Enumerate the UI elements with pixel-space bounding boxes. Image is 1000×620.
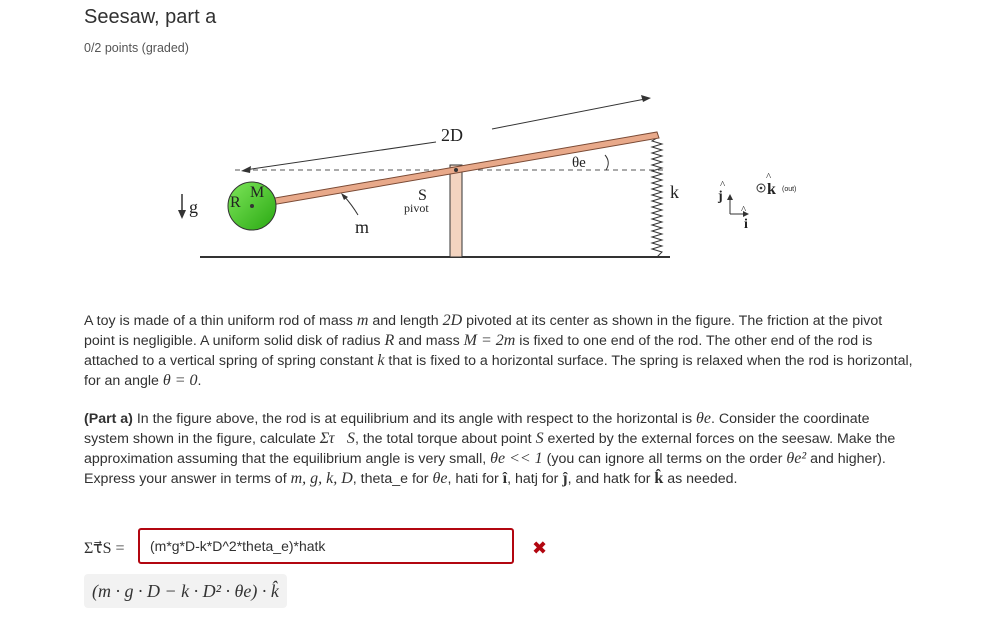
points-status: 0/2 points (graded)	[84, 41, 189, 55]
label-g: g	[189, 197, 198, 217]
incorrect-icon: ✖	[532, 538, 548, 559]
label-M: M	[250, 184, 265, 201]
pivot-post	[450, 165, 462, 257]
label-2D: 2D	[441, 125, 463, 145]
problem-description: A toy is made of a thin uniform rod of mass m and length 2D pivoted at its center as shown in the figure. The friction at the pivot point is negligible. A uniform solid disk of radius R and mass M = 2m is fixed to one end of the rod. The other end of the rod is attached to a vertical spring of spring constant k that is fixed to a horizontal surface. The spring is relaxed when the rod is horizontal, for an angle θ = 0.	[84, 312, 913, 389]
spring	[652, 138, 662, 257]
label-k-axis: k	[767, 181, 776, 198]
part-a-question: (Part a) In the figure above, the rod is at equilibrium and its angle with respect to the horizontal is θe. Consider the coordinate system shown in the figure, calculate Στ⃗S, the total torque about point S exerted by the external forces on the seesaw. Make the approximation assuming that the equilibrium angle is very small, θe << 1 (you can ignore all terms on the order θe² and higher). Express your answer in terms of m, g, k, D, theta_e for θe, hati for î, hatj for ĵ, and hatk for k̂ as needed.	[84, 410, 896, 487]
label-k: k	[670, 182, 679, 202]
math-preview: (m · g · D − k · D² · θe) · k̂	[84, 574, 287, 608]
svg-text:^: ^	[720, 179, 726, 191]
label-theta: θe	[572, 155, 586, 171]
label-S: S	[418, 187, 427, 204]
seesaw-figure	[0, 0, 1000, 300]
problem-title: Seesaw, part a	[84, 6, 217, 28]
label-pivot: pivot	[404, 201, 429, 215]
label-i-axis: i	[744, 217, 748, 232]
label-j-axis: j	[718, 189, 723, 204]
svg-text:^: ^	[766, 171, 772, 183]
svg-text:^: ^	[741, 204, 747, 216]
answer-input[interactable]	[138, 528, 514, 564]
label-R: R	[230, 194, 241, 211]
answer-label: Στ⃗S =	[84, 540, 125, 557]
label-m: m	[355, 217, 370, 237]
label-k-out: (out)	[782, 186, 797, 193]
